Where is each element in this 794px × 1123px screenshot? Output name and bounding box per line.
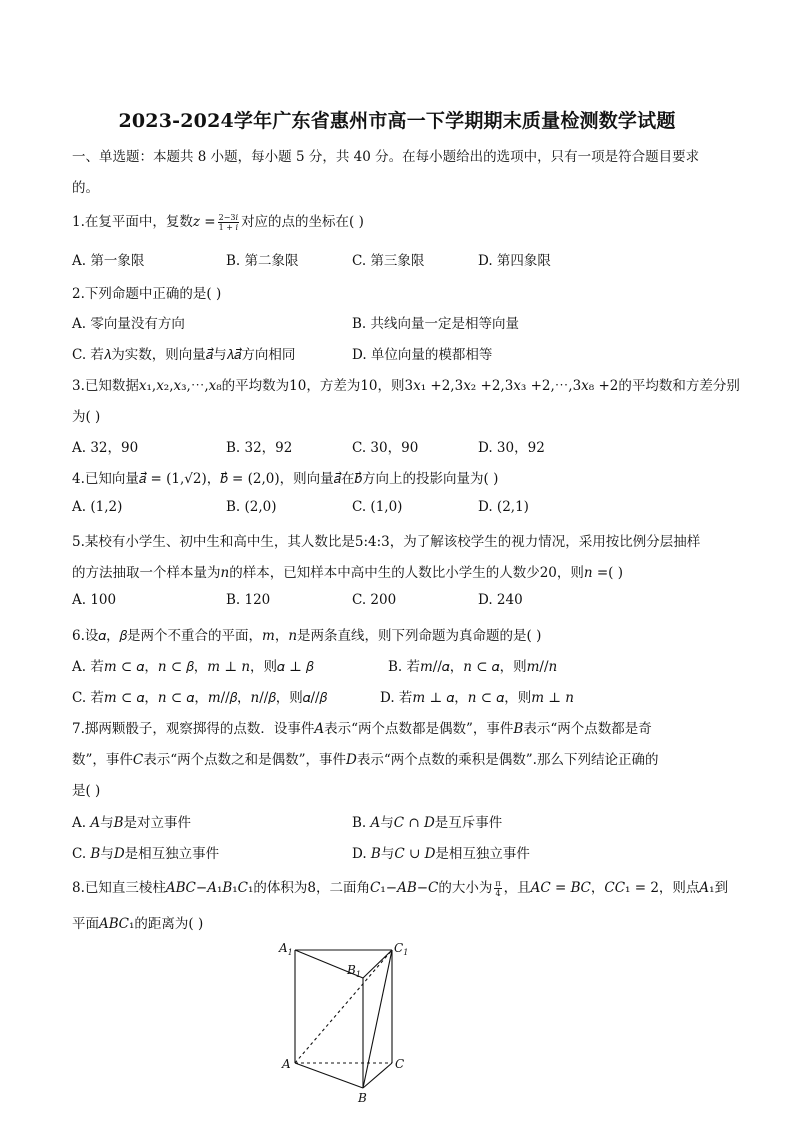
q3-option-a[interactable]: A. 32，90 (72, 440, 139, 456)
q6-option-c[interactable]: C. 若𝑚 ⊂ 𝛼，𝑛 ⊂ 𝛼，𝑚//𝛽，𝑛//𝛽，则𝛼//𝛽 (72, 690, 327, 706)
label-c1: $C_1$ (394, 941, 409, 957)
q1-option-d[interactable]: D. 第四象限 (478, 253, 551, 269)
q6-option-b[interactable]: B. 若𝑚//𝛼，𝑛 ⊂ 𝛼，则𝑚//𝑛 (388, 659, 558, 675)
q2-option-a[interactable]: A. 零向量没有方向 (72, 316, 185, 332)
question-7-stem: 7.掷两颗骰子，观察掷得的点数．设事件𝐴表示“两个点数都是偶数”，事件𝐵表示“两个点数都是奇 (72, 721, 652, 737)
q2-option-b[interactable]: B. 共线向量一定是相等向量 (352, 316, 520, 332)
q1-option-a[interactable]: A. 第一象限 (72, 253, 145, 269)
q1-stem-pre: 1.在复平面中，复数𝑧 = (72, 214, 216, 230)
question-1-stem (72, 210, 364, 232)
q8-frac-num: π (495, 879, 501, 888)
page-title: 2023-2024学年广东省惠州市高一下学期期末质量检测数学试题 (118, 110, 676, 132)
q1-fraction (218, 213, 239, 232)
q1-option-b[interactable]: B. 第二象限 (226, 253, 299, 269)
q8-stem-pre: 8.已知直三棱柱𝐴𝐵𝐶−𝐴₁𝐵₁𝐶₁的体积为8，二面角𝐶₁−𝐴𝐵−𝐶的大小为 (72, 880, 493, 896)
label-a: A (282, 1057, 291, 1071)
q4-option-c[interactable]: C. (1,0) (352, 499, 403, 515)
q2-option-c[interactable]: C. 若𝜆为实数，则向量𝑎⃗与𝜆𝑎⃗方向相同 (72, 347, 296, 363)
q7-option-b[interactable]: B. 𝐴与𝐶 ∩ 𝐷是互斥事件 (352, 815, 503, 831)
q6-option-a[interactable]: A. 若𝑚 ⊂ 𝛼，𝑛 ⊂ 𝛽，𝑚 ⊥ 𝑛，则𝛼 ⊥ 𝛽 (72, 659, 314, 675)
q1-option-c[interactable]: C. 第三象限 (352, 253, 425, 269)
q5-option-b[interactable]: B. 120 (226, 592, 271, 608)
prism-figure (270, 934, 430, 1104)
section-header: 一、单选题：本题共 8 小题，每小题 5 分，共 40 分。在每小题给出的选项中，只有一项是符合题目要求 (72, 149, 700, 165)
question-7-stem-cont: 数”，事件𝐶表示“两个点数之和是偶数”，事件𝐷表示“两个点数的乘积是偶数”.那么下列结论正确的 (72, 752, 659, 768)
question-6-stem: 6.设𝛼，𝛽是两个不重合的平面，𝑚，𝑛是两条直线，则下列命题为真命题的是( ) (72, 628, 542, 644)
question-3-stem: 3.已知数据𝑥₁,𝑥₂,𝑥₃,⋯,𝑥₈的平均数为10，方差为10，则3𝑥₁ +2,3𝑥₂ +2,3𝑥₃ +2,⋯,3𝑥₈ +2的平均数和方差分别 (72, 378, 740, 394)
q8-stem-post: ，且𝐴𝐶 = 𝐵𝐶，𝐶𝐶₁ = 2，则点𝐴₁到 (503, 880, 729, 896)
q5-option-d[interactable]: D. 240 (478, 592, 523, 608)
q3-option-c[interactable]: C. 30，90 (352, 440, 419, 456)
q1-frac-num: 2−3𝑖 (218, 213, 239, 222)
section-header-cont: 的。 (72, 180, 99, 196)
q5-option-c[interactable]: C. 200 (352, 592, 397, 608)
q2-option-d[interactable]: D. 单位向量的模都相等 (352, 347, 493, 363)
edge-ab (295, 1063, 363, 1088)
label-a1: $A_1$ (279, 941, 293, 957)
label-b1: $B_1$ (347, 963, 361, 979)
q1-frac-den: 1 + 𝑖 (218, 223, 239, 232)
edge-ac1-hidden (295, 950, 392, 1063)
question-8-stem-cont: 平面𝐴𝐵𝐶₁的距离为( ) (72, 916, 204, 932)
question-2-stem: 2.下列命题中正确的是( ) (72, 286, 222, 302)
q4-option-d[interactable]: D. (2,1) (478, 499, 529, 515)
q7-option-c[interactable]: C. 𝐵与𝐷是相互独立事件 (72, 846, 220, 862)
label-c: C (395, 1057, 405, 1071)
question-5-stem-cont: 的方法抽取一个样本量为𝑛的样本，已知样本中高中生的人数比小学生的人数少20，则𝑛 =( ) (72, 565, 623, 581)
q7-option-a[interactable]: A. 𝐴与𝐵是对立事件 (72, 815, 192, 831)
question-5-stem: 5.某校有小学生、初中生和高中生，其人数比是5:4:3，为了解该校学生的视力情况，采用按比例分层抽样 (72, 534, 701, 550)
edge-b1c1 (363, 950, 392, 978)
q3-option-d[interactable]: D. 30，92 (478, 440, 545, 456)
question-7-stem-cont2: 是( ) (72, 783, 101, 799)
label-b: B (358, 1091, 367, 1104)
question-4-stem: 4.已知向量𝑎⃗ = (1,√2)，𝑏⃗ = (2,0)，则向量𝑎⃗在𝑏⃗方向上的投影向量为( ) (72, 471, 499, 487)
q6-option-d[interactable]: D. 若𝑚 ⊥ 𝛼，𝑛 ⊂ 𝛼，则𝑚 ⊥ 𝑛 (380, 690, 574, 706)
q4-option-b[interactable]: B. (2,0) (226, 499, 277, 515)
q3-option-b[interactable]: B. 32，92 (226, 440, 293, 456)
q7-option-d[interactable]: D. 𝐵与𝐶 ∪ 𝐷是相互独立事件 (352, 846, 530, 862)
question-8-stem (72, 876, 728, 898)
q8-fraction (494, 879, 501, 898)
q4-option-a[interactable]: A. (1,2) (72, 499, 123, 515)
q5-option-a[interactable]: A. 100 (72, 592, 117, 608)
question-3-stem-cont: 为( ) (72, 409, 101, 425)
q8-frac-den: 4 (495, 889, 501, 898)
q1-stem-post: 对应的点的坐标在( ) (241, 214, 364, 230)
